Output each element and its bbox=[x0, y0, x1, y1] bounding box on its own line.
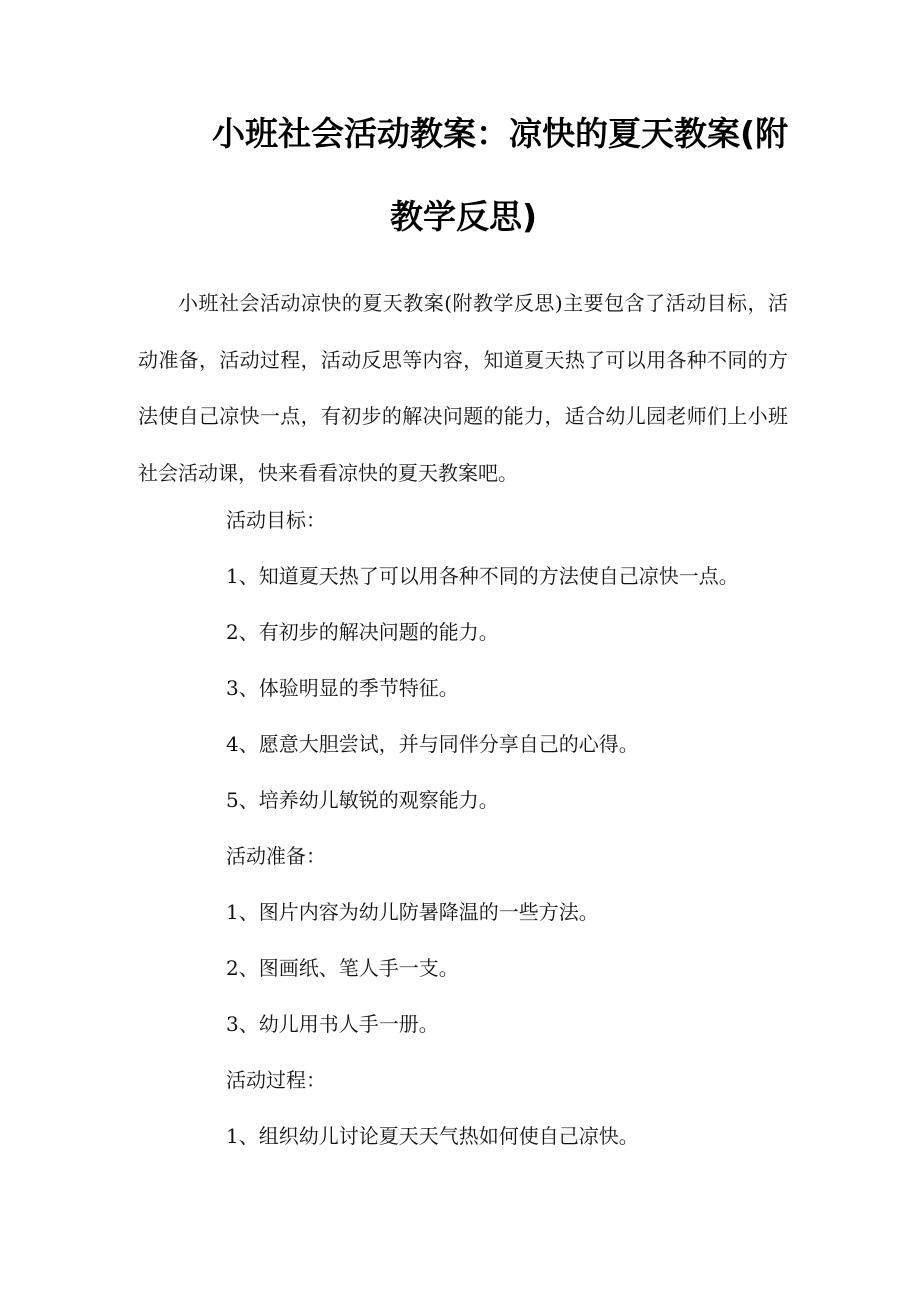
preparation-heading: 活动准备： bbox=[226, 844, 326, 868]
goal-item-4: 4、愿意大胆尝试，并与同伴分享自己的心得。 bbox=[226, 732, 639, 756]
preparation-item-3: 3、幼儿用书人手一册。 bbox=[226, 1012, 439, 1036]
goals-heading: 活动目标： bbox=[226, 508, 326, 532]
preparation-item-2: 2、图画纸、笔人手一支。 bbox=[226, 956, 459, 980]
intro-paragraph bbox=[138, 275, 788, 501]
document-title-line-1: 小班社会活动教案：凉快的夏天教案(附 bbox=[212, 114, 789, 153]
intro-text: 小班社会活动凉快的夏天教案(附教学反思)主要包含了活动目标，活动准备，活动过程，活动反思等内容，知道夏天热了可以用各种不同的方法使自己凉快一点，有初步的解决问题的能力，适合幼儿园老师们上小班社会活动课，快来看看凉快的夏天教案吧。 bbox=[138, 291, 788, 485]
goal-item-1: 1、知道夏天热了可以用各种不同的方法使自己凉快一点。 bbox=[226, 564, 739, 588]
process-heading: 活动过程： bbox=[226, 1068, 326, 1092]
process-item-1: 1、组织幼儿讨论夏天天气热如何使自己凉快。 bbox=[226, 1124, 639, 1148]
preparation-item-1: 1、图片内容为幼儿防暑降温的一些方法。 bbox=[226, 900, 599, 924]
goal-item-2: 2、有初步的解决问题的能力。 bbox=[226, 620, 499, 644]
goal-item-3: 3、体验明显的季节特征。 bbox=[226, 676, 459, 700]
document-title-line-2: 教学反思) bbox=[390, 197, 538, 236]
goal-item-5: 5、培养幼儿敏锐的观察能力。 bbox=[226, 788, 499, 812]
